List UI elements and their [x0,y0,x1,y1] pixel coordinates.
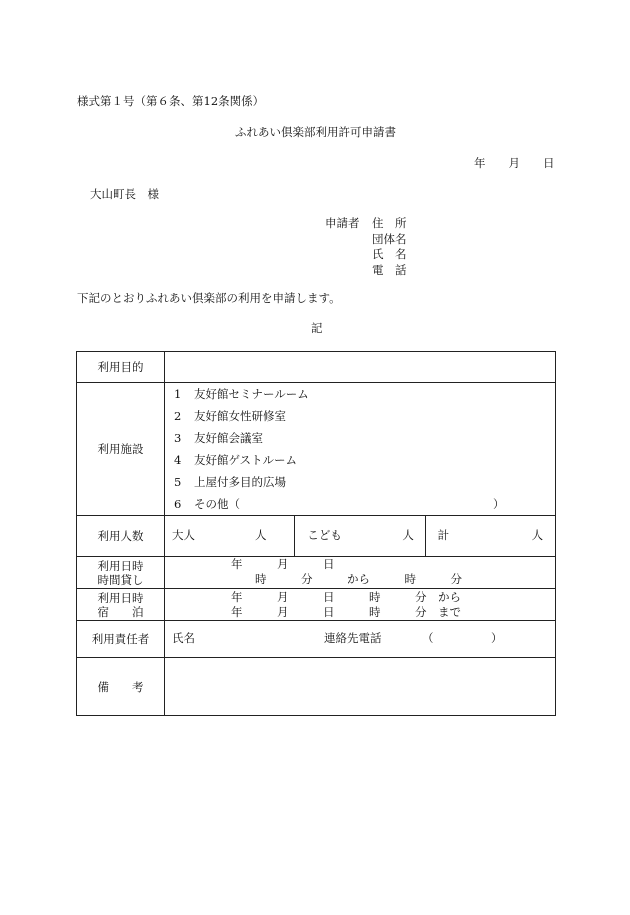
facility-label: 利用施設 [77,383,165,516]
child-unit: 人 [402,528,414,542]
adult-count-field[interactable] [165,516,294,556]
day-use-field[interactable] [165,557,556,589]
responsible-contact-label: 連絡先電話 [324,631,382,645]
stay-end: 年 月 日 時 分 まで [231,605,461,619]
row-facility [77,383,556,516]
form-number: 様式第１号（第６条、第12条関係） [77,94,265,108]
remarks-label: 備 考 [77,658,165,716]
facility-field[interactable] [165,383,556,516]
ki-heading: 記 [311,321,323,335]
facility-item: 4 友好館ゲストルーム [174,453,298,467]
facility-item: 1 友好館セミナールーム [174,387,309,401]
row-purpose [77,352,556,383]
facility-item: 6 その他（ ） [174,497,505,511]
adult-label: 大人 [172,528,195,542]
applicant-address: 住 所 [372,216,407,230]
responsible-name-label: 氏名 [172,631,195,645]
responsible-label: 利用責任者 [77,621,165,658]
remarks-field[interactable] [165,658,556,716]
application-statement: 下記のとおりふれあい倶楽部の利用を申請します。 [77,291,341,305]
day-use-label: 利用日時 時間貸し [77,557,165,589]
applicant-name: 氏 名 [372,247,407,261]
row-responsible [77,621,556,658]
facility-item: 2 友好館女性研修室 [174,409,286,423]
applicant-phone: 電 話 [372,263,407,277]
row-remarks [77,658,556,716]
purpose-label: 利用目的 [77,352,165,383]
applicant-label: 申請者 [325,216,360,230]
addressee: 大山町長 様 [90,187,159,201]
responsible-phone-paren: （ ） [422,631,503,645]
total-count-field[interactable] [425,516,555,556]
row-count [77,516,556,557]
total-label: 計 [437,528,450,542]
document-title: ふれあい倶楽部利用許可申請書 [235,125,396,139]
facility-item: 5 上屋付多目的広場 [174,475,286,489]
child-count-field[interactable] [294,516,424,556]
stay-field[interactable] [165,589,556,621]
day-use-date: 年 月 日 [231,557,335,571]
application-table [76,351,556,716]
total-unit: 人 [531,528,544,542]
day-use-time: 時 分 から 時 分 [255,572,462,586]
row-day-use [77,557,556,589]
date-line: 年 月 日 [474,156,555,170]
responsible-field[interactable] [165,621,556,658]
stay-start: 年 月 日 時 分 から [231,590,461,604]
applicant-group: 団体名 [372,232,407,246]
adult-unit: 人 [255,528,267,542]
count-label: 利用人数 [77,516,165,557]
stay-label: 利用日時 宿 泊 [77,589,165,621]
facility-item: 3 友好館会議室 [174,431,263,445]
count-field [165,516,556,557]
child-label: こども [307,528,342,542]
purpose-field[interactable] [165,352,556,383]
row-stay [77,589,556,621]
